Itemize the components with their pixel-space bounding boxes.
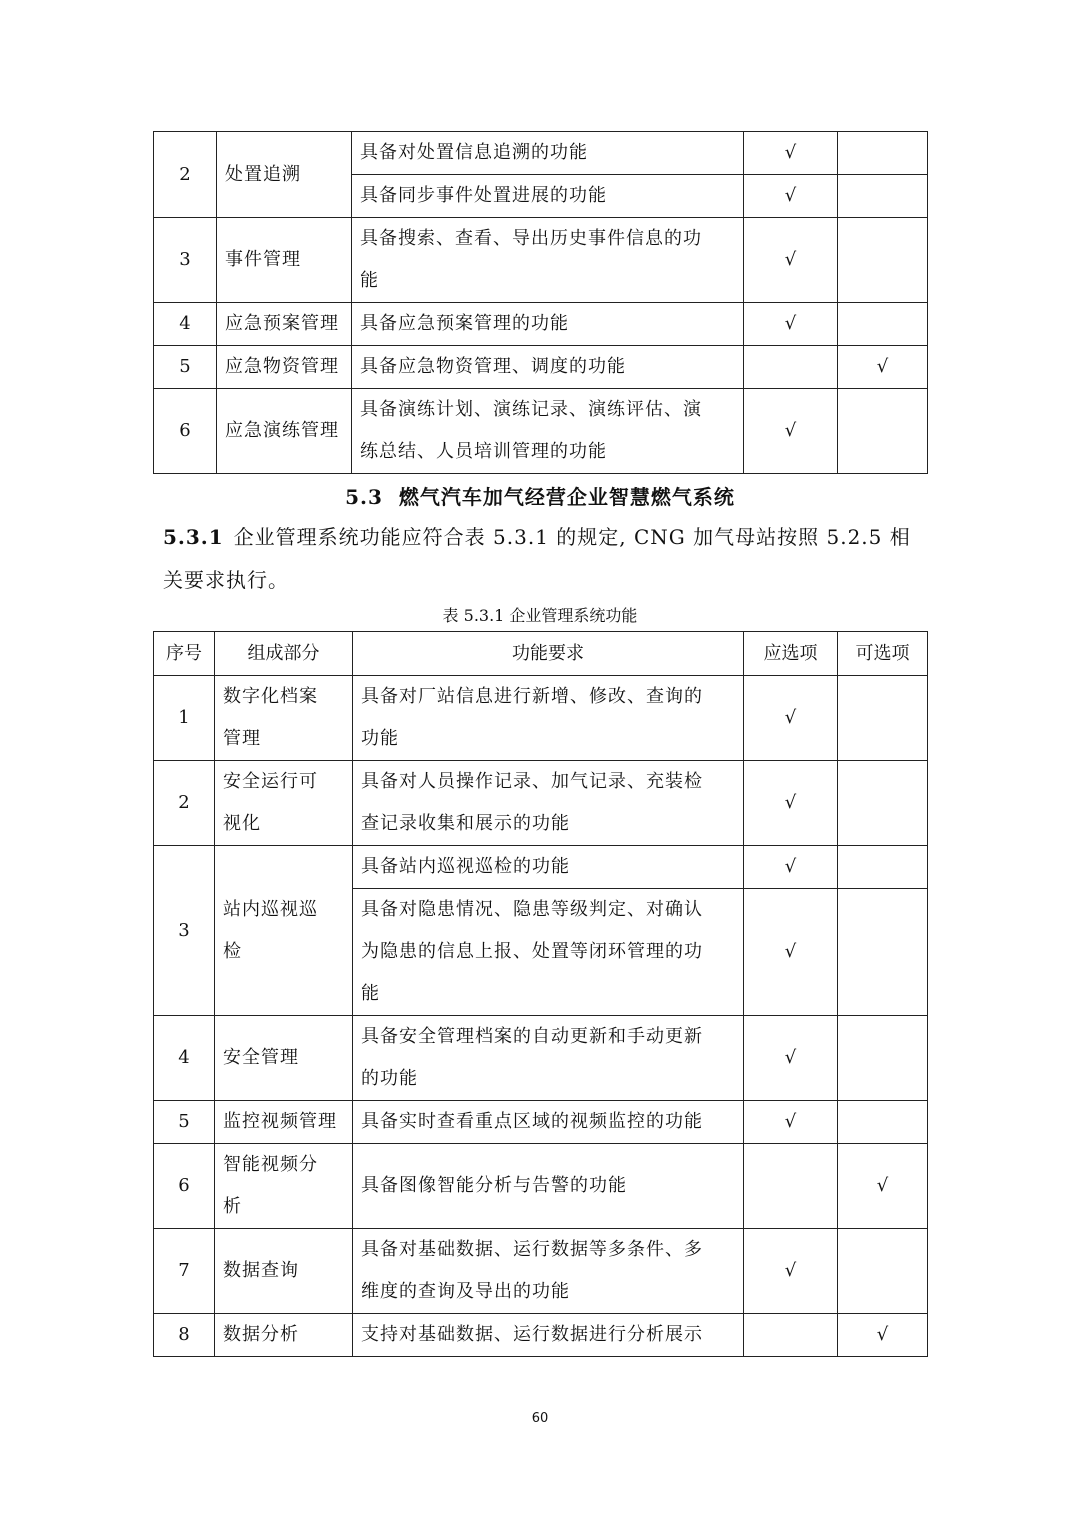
header-requirement: 功能要求 — [353, 632, 744, 676]
required-check — [744, 346, 838, 389]
component-name: 数据分析 — [215, 1314, 353, 1357]
table-row — [154, 761, 928, 846]
optional-check — [838, 389, 928, 474]
section-heading — [0, 482, 1080, 512]
requirement-text: 支持对基础数据、运行数据进行分析展示 — [353, 1314, 744, 1357]
table-row — [154, 1016, 928, 1101]
row-number: 5 — [154, 346, 217, 389]
component-name: 处置追溯 — [217, 132, 352, 218]
table-caption: 表 5.3.1 企业管理系统功能 — [442, 606, 638, 625]
component-name: 事件管理 — [217, 218, 352, 303]
required-check: √ — [744, 761, 838, 846]
requirement-text: 具备图像智能分析与告警的功能 — [353, 1144, 744, 1229]
requirement-text: 具备演练计划、演练记录、演练评估、演 练总结、人员培训管理的功能 — [352, 389, 744, 474]
optional-check — [838, 676, 928, 761]
header-optional: 可选项 — [838, 632, 928, 676]
optional-check — [838, 889, 928, 1016]
required-check — [744, 1314, 838, 1357]
component-name: 应急演练管理 — [217, 389, 352, 474]
section-number: 5.3 — [345, 485, 383, 509]
required-check: √ — [744, 1016, 838, 1101]
row-number: 4 — [154, 303, 217, 346]
required-check: √ — [744, 1229, 838, 1314]
component-name: 数字化档案 管理 — [215, 676, 353, 761]
requirement-text: 具备搜索、查看、导出历史事件信息的功 能 — [352, 218, 744, 303]
table-row — [154, 389, 928, 474]
row-number: 4 — [154, 1016, 215, 1101]
component-name: 站内巡视巡 检 — [215, 846, 353, 1016]
row-number: 2 — [154, 761, 215, 846]
row-number: 7 — [154, 1229, 215, 1314]
table-row — [154, 676, 928, 761]
requirement-text: 具备对人员操作记录、加气记录、充装检 查记录收集和展示的功能 — [353, 761, 744, 846]
clause-text: 企业管理系统功能应符合表 5.3.1 的规定, CNG 加气母站按照 5.2.5 相关要求执行。 — [163, 525, 911, 592]
required-check: √ — [744, 218, 838, 303]
required-check: √ — [744, 676, 838, 761]
row-number: 3 — [154, 218, 217, 303]
component-name: 应急预案管理 — [217, 303, 352, 346]
component-name: 安全管理 — [215, 1016, 353, 1101]
required-check: √ — [744, 175, 838, 218]
optional-check: √ — [838, 1314, 928, 1357]
header-required: 应选项 — [744, 632, 838, 676]
section-title: 燃气汽车加气经营企业智慧燃气系统 — [398, 485, 735, 509]
table-row — [154, 346, 928, 389]
component-name: 安全运行可 视化 — [215, 761, 353, 846]
row-number: 5 — [154, 1101, 215, 1144]
requirement-text: 具备实时查看重点区域的视频监控的功能 — [353, 1101, 744, 1144]
required-check: √ — [744, 1101, 838, 1144]
requirement-text: 具备对处置信息追溯的功能 — [352, 132, 744, 175]
table-row — [154, 303, 928, 346]
required-check: √ — [744, 846, 838, 889]
row-number: 6 — [154, 1144, 215, 1229]
optional-check — [838, 303, 928, 346]
table-row — [154, 218, 928, 303]
requirement-text: 具备对隐患情况、隐患等级判定、对确认 为隐患的信息上报、处置等闭环管理的功 能 — [353, 889, 744, 1016]
requirement-text: 具备同步事件处置进展的功能 — [352, 175, 744, 218]
component-name: 监控视频管理 — [215, 1101, 353, 1144]
header-no: 序号 — [154, 632, 215, 676]
table-row — [154, 1144, 928, 1229]
table-row — [154, 1101, 928, 1144]
table-emergency-functions — [153, 131, 928, 474]
table-body — [154, 676, 928, 1357]
clause-number: 5.3.1 — [163, 525, 224, 549]
component-name: 智能视频分 析 — [215, 1144, 353, 1229]
requirement-text: 具备对厂站信息进行新增、修改、查询的 功能 — [353, 676, 744, 761]
table-row — [154, 1314, 928, 1357]
table-header-row — [154, 632, 928, 676]
component-name: 数据查询 — [215, 1229, 353, 1314]
table-row — [154, 1229, 928, 1314]
row-number: 8 — [154, 1314, 215, 1357]
row-number: 3 — [154, 846, 215, 1016]
optional-check — [838, 1016, 928, 1101]
requirement-text: 具备应急预案管理的功能 — [352, 303, 744, 346]
component-name: 应急物资管理 — [217, 346, 352, 389]
table-row — [154, 132, 928, 175]
required-check — [744, 1144, 838, 1229]
required-check: √ — [744, 303, 838, 346]
table-enterprise-management-functions — [153, 631, 928, 1357]
requirement-text: 具备对基础数据、运行数据等多条件、多 维度的查询及导出的功能 — [353, 1229, 744, 1314]
optional-check — [838, 1101, 928, 1144]
required-check: √ — [744, 889, 838, 1016]
required-check: √ — [744, 132, 838, 175]
row-number: 6 — [154, 389, 217, 474]
table-body — [154, 132, 928, 474]
table-row — [154, 846, 928, 889]
row-number: 1 — [154, 676, 215, 761]
optional-check — [838, 846, 928, 889]
requirement-text: 具备站内巡视巡检的功能 — [353, 846, 744, 889]
optional-check — [838, 175, 928, 218]
optional-check: √ — [838, 346, 928, 389]
clause-paragraph — [163, 516, 923, 602]
row-number: 2 — [154, 132, 217, 218]
optional-check — [838, 132, 928, 175]
required-check: √ — [744, 389, 838, 474]
optional-check — [838, 761, 928, 846]
page-number: 60 — [531, 1411, 549, 1426]
requirement-text: 具备应急物资管理、调度的功能 — [352, 346, 744, 389]
requirement-text: 具备安全管理档案的自动更新和手动更新 的功能 — [353, 1016, 744, 1101]
optional-check — [838, 1229, 928, 1314]
optional-check — [838, 218, 928, 303]
header-part: 组成部分 — [215, 632, 353, 676]
optional-check: √ — [838, 1144, 928, 1229]
